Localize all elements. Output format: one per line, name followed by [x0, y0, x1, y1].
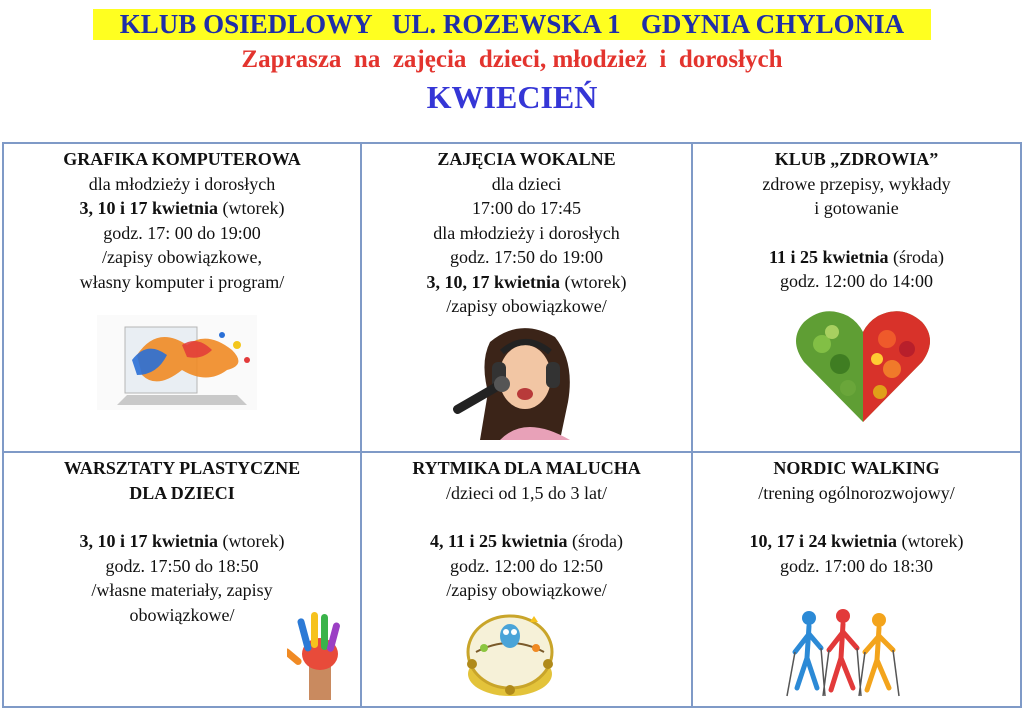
activity-note: /własne materiały, zapisy	[91, 580, 273, 600]
activity-description: zdrowe przepisy, wykłady	[762, 173, 951, 194]
activity-dates: 3, 10 i 17 kwietnia	[79, 531, 219, 551]
activity-day: (środa)	[888, 246, 944, 267]
laptop-paint-splash-image	[97, 315, 257, 410]
cell-warsztaty-plastyczne	[4, 456, 360, 627]
cell-zajecia-wokalne	[362, 147, 691, 319]
activity-day: (wtorek)	[897, 531, 964, 551]
activity-day: (wtorek)	[560, 271, 627, 292]
activity-description: /trening ogólnorozwojowy/	[758, 482, 955, 503]
activity-heading: RYTMIKA DLA MALUCHA	[412, 458, 641, 478]
activity-heading: GRAFIKA KOMPUTEROWA	[63, 149, 301, 169]
poster-title: KLUB OSIEDLOWY UL. ROZEWSKA 1 GDYNIA CHYLONIA	[93, 9, 931, 40]
activity-note: /zapisy obowiązkowe/	[446, 296, 607, 316]
schedule-grid	[2, 142, 1022, 708]
activity-hours: 17:00 do 17:45	[471, 198, 581, 218]
activity-dates-line	[4, 196, 360, 221]
activity-note: /zapisy obowiązkowe/	[446, 580, 607, 600]
activity-dates: 4, 11 i 25 kwietnia	[430, 531, 568, 551]
spacer	[693, 221, 1020, 245]
activity-heading: KLUB „ZDROWIA”	[774, 149, 939, 169]
activity-hours: godz. 12:00 do 12:50	[450, 555, 603, 576]
activity-dates-line	[362, 270, 691, 295]
activity-dates: 11 i 25 kwietnia	[769, 246, 889, 267]
spacer	[362, 505, 691, 529]
cell-nordic-walking	[693, 456, 1020, 578]
vegetable-heart-image	[792, 304, 934, 426]
activity-heading: ZAJĘCIA WOKALNE	[437, 149, 616, 169]
activity-hours: godz. 17:50 do 18:50	[105, 555, 259, 576]
grid-divider	[4, 451, 1020, 453]
activity-day: (wtorek)	[218, 531, 285, 551]
activity-hours: godz. 17: 00 do 19:00	[103, 222, 261, 243]
cell-grafika-komputerowa	[4, 147, 360, 294]
activity-dates: 3, 10, 17 kwietnia	[426, 271, 561, 292]
activity-audience: /dzieci od 1,5 do 3 lat/	[446, 482, 607, 503]
activity-hours: godz. 17:00 do 18:30	[780, 555, 933, 576]
activity-note: własny komputer i program/	[79, 271, 285, 292]
activity-audience: dla młodzieży i dorosłych	[88, 173, 276, 194]
activity-hours: godz. 17:50 do 19:00	[450, 247, 603, 267]
activity-dates: 10, 17 i 24 kwietnia	[749, 531, 898, 551]
activity-day: (środa)	[567, 531, 623, 551]
activity-dates-line	[693, 529, 1020, 554]
spacer	[693, 505, 1020, 529]
activity-audience: dla dzieci	[491, 173, 562, 194]
painted-hand-image	[287, 608, 353, 700]
nordic-walkers-image	[779, 608, 909, 700]
activity-day: (wtorek)	[218, 198, 285, 218]
owl-tambourine-image	[464, 604, 556, 700]
activity-heading: DLA DZIECI	[129, 482, 235, 503]
spacer	[4, 505, 360, 529]
month-label: KWIECIEŃ	[426, 79, 598, 115]
activity-hours: godz. 12:00 do 14:00	[780, 271, 933, 291]
girl-singing-headphones-image	[440, 322, 602, 440]
cell-rytmika-dla-malucha	[362, 456, 691, 603]
activity-description: i gotowanie	[814, 198, 899, 218]
poster-subtitle: Zaprasza na zajęcia dzieci, młodzież i dorosłych	[241, 46, 783, 73]
activity-note: /zapisy obowiązkowe,	[102, 247, 262, 267]
activity-dates-line	[693, 245, 1020, 270]
activity-heading: WARSZTATY PLASTYCZNE	[63, 458, 301, 478]
activity-audience: dla młodzieży i dorosłych	[433, 222, 620, 243]
activity-dates-line	[4, 529, 360, 554]
activity-dates-line	[362, 529, 691, 554]
activity-note: obowiązkowe/	[129, 604, 235, 625]
cell-klub-zdrowia	[693, 147, 1020, 294]
poster-header	[0, 0, 1024, 140]
activity-heading: NORDIC WALKING	[773, 458, 940, 478]
activity-dates: 3, 10 i 17 kwietnia	[79, 198, 219, 218]
